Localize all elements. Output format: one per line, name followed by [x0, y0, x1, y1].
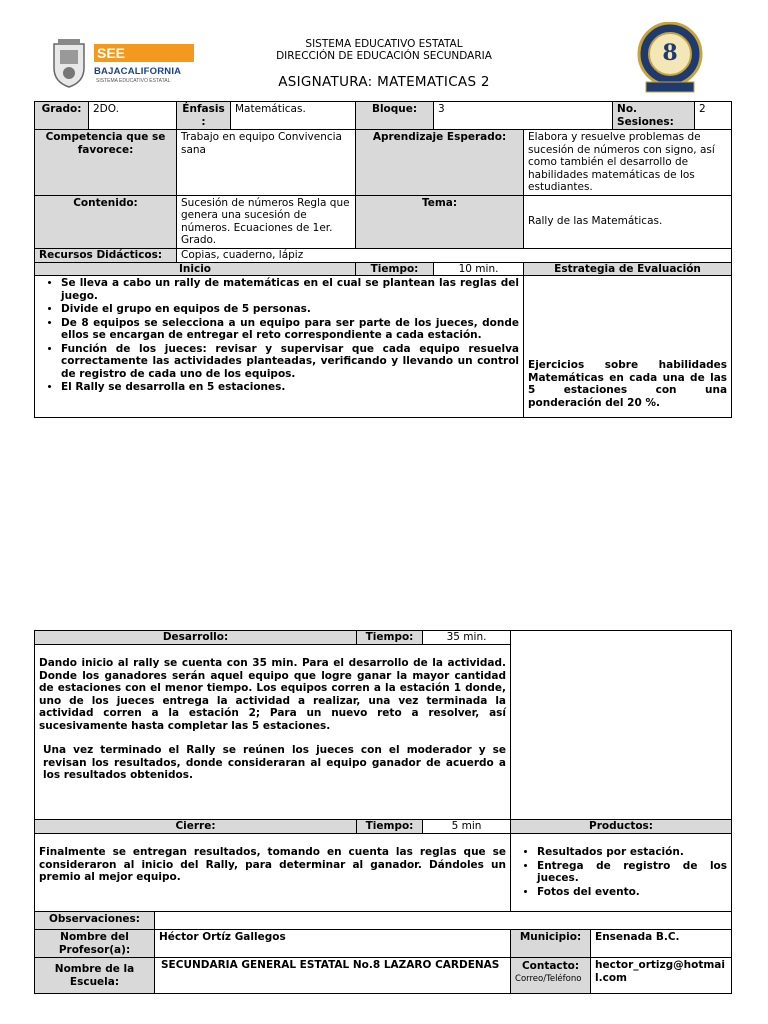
plan-table-top [34, 101, 732, 418]
list-item: • Se lleva a cabo un rally de matemáticas en el cual se plantean las reglas del juego. [61, 277, 519, 302]
aprendizaje-value: Elabora y resuelve problemas de sucesión de números con signo, así como también el desarrollo de habilidades matemáticas de los estudiantes. [524, 130, 732, 196]
list-item: • Divide el grupo en equipos de 5 personas. [61, 303, 519, 316]
desarrollo-label: Desarrollo: [35, 631, 357, 645]
escuela-label: Nombre de la Escuela: [35, 958, 155, 994]
estrategia-value: Ejercicios sobre habilidades Matemáticas en cada una de las 5 estaciones con una ponderación del 20 %. [524, 276, 732, 418]
cierre-time: 5 min [423, 820, 511, 834]
profesor-label: Nombre del Profesor(a): [35, 930, 155, 958]
escuela-value: SECUNDARIA GENERAL ESTATAL No.8 LAZARO CARDENAS [155, 958, 511, 994]
inicio-label: Inicio [35, 262, 356, 276]
tema-value: Rally de las Matemáticas. [524, 195, 732, 248]
sesiones-value: 2 [695, 102, 732, 130]
page-title: ASIGNATURA: MATEMATICAS 2 [278, 74, 490, 90]
cierre-content: Finalmente se entregan resultados, tomando en cuenta las reglas que se consideraron al inicio del Rally, para determinar al ganador. Dándoles un premio al mejor equipo. [35, 834, 511, 912]
sesiones-label: No. Sesiones: [613, 102, 695, 130]
plan-table-bottom [34, 630, 732, 994]
recursos-label: Recursos Didácticos: [35, 248, 177, 262]
header-line1: SISTEMA EDUCATIVO ESTATAL [305, 38, 463, 50]
list-item: • Función de los jueces: revisar y supervisar que cada equipo resuelva correctamente las actividades planteadas, verificando y llevando un control de registro de cada uno de los equipos. [61, 343, 519, 381]
cierre-label: Cierre: [35, 820, 357, 834]
inicio-content [35, 276, 524, 418]
estrategia-label: Estrategia de Evaluación [524, 262, 732, 276]
tema-label: Tema: [356, 195, 524, 248]
observaciones-value [155, 912, 732, 930]
desarrollo-tiempo-label: Tiempo: [357, 631, 423, 645]
inicio-tiempo-label: Tiempo: [356, 262, 434, 276]
enfasis-value: Matemáticas. [231, 102, 356, 130]
list-item: • El Rally se desarrolla en 5 estaciones. [61, 381, 519, 394]
grado-label: Grado: [35, 102, 89, 130]
competencia-label: Competencia que se favorece: [35, 130, 177, 196]
left-logo: SEE BAJACALIFORNIA SISTEMA EDUCATIVO ESTATAL [52, 38, 198, 90]
list-item: • De 8 equipos se selecciona a un equipo para ser parte de los jueces, donde ellos se encargan de entregar el reto correspondiente a cada estación. [61, 317, 519, 342]
desarrollo-side-blank [511, 631, 732, 820]
competencia-value: Trabajo en equipo Convivencia sana [177, 130, 356, 196]
desarrollo-time: 35 min. [423, 631, 511, 645]
municipio-value: Ensenada B.C. [591, 930, 732, 958]
recursos-value: Copias, cuaderno, lápiz [177, 248, 732, 262]
productos-list [515, 846, 727, 898]
contacto-label: Contacto: Correo/Teléfono [511, 958, 591, 994]
municipio-label: Municipio: [511, 930, 591, 958]
aprendizaje-label: Aprendizaje Esperado: [356, 130, 524, 196]
list-item: • Entrega de registro de los jueces. [537, 860, 727, 885]
contenido-value: Sucesión de números Regla que genera una sucesión de números. Ecuaciones de 1er. Grado. [177, 195, 356, 248]
header-line2: DIRECCIÓN DE EDUCACIÓN SECUNDARIA [276, 50, 492, 62]
enfasis-label: Énfasis : [177, 102, 231, 130]
inicio-time: 10 min. [434, 262, 524, 276]
productos-content [511, 834, 732, 912]
bloque-value: 3 [434, 102, 613, 130]
right-logo: 8 [636, 22, 704, 94]
cierre-tiempo-label: Tiempo: [357, 820, 423, 834]
see-logo: SEE [94, 44, 194, 62]
desarrollo-content: Dando inicio al rally se cuenta con 35 min. Para el desarrollo de la actividad. Donde los ganadores serán aquel equipo que logre ganar la mayor cantidad de estaciones con el menor tiempo. Los equipos corren a la estación 1 donde, uno de los jueces entrega la actividad a realizar, una vez terminada la actividad corren a la estación 2; Para un nuevo reto a resolver, así sucesivamente hasta completar las 5 estaciones. Una vez terminado el Rally se reúnen los jueces con el moderador y se revisan los resultados, donde consideraran al equipo ganador de acuerdo a los resultados obtenidos. [35, 645, 511, 820]
list-item: • Fotos del evento. [537, 886, 727, 899]
contacto-value: hector_ortizg@hotmail.com [591, 958, 732, 994]
grado-value: 2DO. [89, 102, 177, 130]
contenido-label: Contenido: [35, 195, 177, 248]
inicio-bullet-list [39, 277, 519, 394]
profesor-value: Héctor Ortíz Gallegos [155, 930, 511, 958]
list-item: • Resultados por estación. [537, 846, 727, 859]
observaciones-label: Observaciones: [35, 912, 155, 930]
bloque-label: Bloque: [356, 102, 434, 130]
productos-label: Productos: [511, 820, 732, 834]
